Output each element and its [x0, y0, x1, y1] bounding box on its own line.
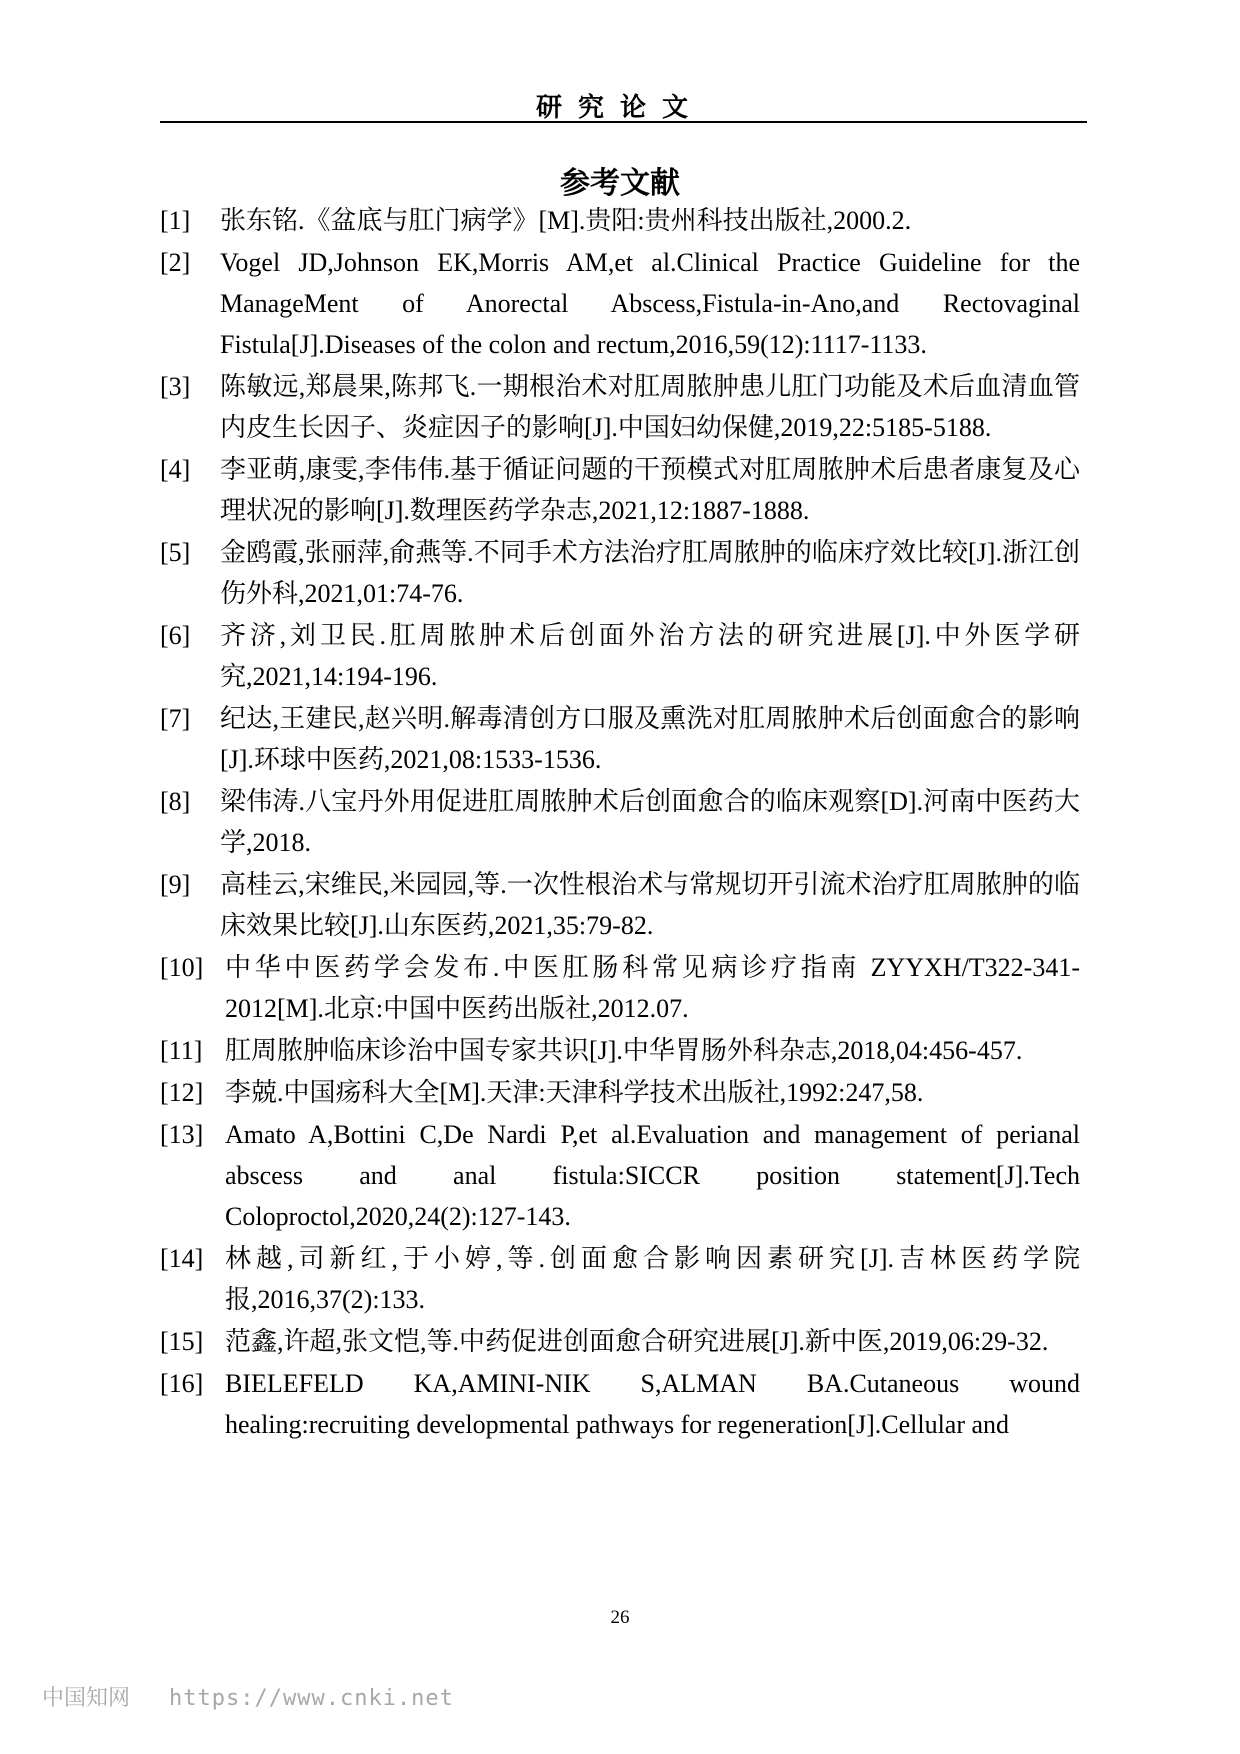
reference-list: [160, 200, 1080, 1446]
reference-number: [11]: [160, 1036, 203, 1065]
reference-number: [8]: [160, 787, 191, 816]
reference-item: [160, 1030, 1080, 1071]
reference-item: [160, 781, 1080, 863]
reference-text: 李兢.中国疡科大全[M].天津:天津科学技术出版社,1992:247,58.: [225, 1078, 924, 1107]
reference-text: 梁伟涛.八宝丹外用促进肛周脓肿术后创面愈合的临床观察[D].河南中医药大学,2018.: [220, 787, 1080, 857]
reference-text: 金鸥霞,张丽萍,俞燕等.不同手术方法治疗肛周脓肿的临床疗效比较[J].浙江创伤外科,2021,01:74-76.: [220, 538, 1080, 608]
reference-text: 纪达,王建民,赵兴明.解毒清创方口服及熏洗对肛周脓肿术后创面愈合的影响[J].环球中医药,2021,08:1533-1536.: [220, 704, 1080, 774]
reference-number: [2]: [160, 248, 191, 277]
reference-number: [4]: [160, 455, 191, 484]
reference-number: [3]: [160, 372, 191, 401]
reference-item: [160, 366, 1080, 448]
reference-number: [6]: [160, 621, 191, 650]
reference-number: [14]: [160, 1244, 204, 1273]
watermark-brand: 中国知网: [42, 1686, 131, 1711]
reference-number: [9]: [160, 870, 191, 899]
reference-item: [160, 242, 1080, 365]
reference-text: 中华中医药学会发布.中医肛肠科常见病诊疗指南 ZYYXH/T322-341-2012[M].北京:中国中医药出版社,2012.07.: [225, 953, 1080, 1023]
reference-text: 肛周脓肿临床诊治中国专家共识[J].中华胃肠外科杂志,2018,04:456-457.: [225, 1036, 1023, 1065]
running-header: 研究论文: [535, 93, 704, 123]
reference-number: [10]: [160, 953, 204, 982]
reference-number: [13]: [160, 1120, 204, 1149]
reference-item: [160, 449, 1080, 531]
reference-number: [5]: [160, 538, 191, 567]
reference-text: 齐济,刘卫民.肛周脓肿术后创面外治方法的研究进展[J].中外医学研究,2021,14:194-196.: [220, 621, 1080, 691]
reference-number: [1]: [160, 206, 191, 235]
reference-text: Vogel JD,Johnson EK,Morris AM,et al.Clinical Practice Guideline for the ManageMent of Anorectal Abscess,Fistula-in-Ano,and Rectovaginal Fistula[J].Diseases of the colon and rectum,2016,59(12):1117-1133.: [220, 248, 1080, 359]
reference-item: [160, 615, 1080, 697]
reference-number: [16]: [160, 1369, 204, 1398]
reference-item: [160, 947, 1080, 1029]
reference-text: 陈敏远,郑晨果,陈邦飞.一期根治术对肛周脓肿患儿肛门功能及术后血清血管内皮生长因子、炎症因子的影响[J].中国妇幼保健,2019,22:5185-5188.: [220, 372, 1080, 442]
reference-item: [160, 200, 1080, 241]
reference-item: [160, 698, 1080, 780]
reference-text: 李亚萌,康雯,李伟伟.基于循证问题的干预模式对肛周脓肿术后患者康复及心理状况的影响[J].数理医药学杂志,2021,12:1887-1888.: [220, 455, 1080, 525]
reference-item: [160, 864, 1080, 946]
reference-item: [160, 1072, 1080, 1113]
reference-item: [160, 1114, 1080, 1237]
reference-text: 高桂云,宋维民,米园园,等.一次性根治术与常规切开引流术治疗肛周脓肿的临床效果比较[J].山东医药,2021,35:79-82.: [220, 870, 1080, 940]
reference-text: 林越,司新红,于小婷,等.创面愈合影响因素研究[J].吉林医药学院报,2016,37(2):133.: [225, 1244, 1080, 1314]
reference-item: [160, 532, 1080, 614]
reference-number: [12]: [160, 1078, 204, 1107]
watermark-url: https://www.cnki.net: [169, 1686, 454, 1711]
reference-item: [160, 1238, 1080, 1320]
reference-number: [7]: [160, 704, 191, 733]
page-number: 26: [610, 1607, 630, 1628]
reference-text: BIELEFELD KA,AMINI-NIK S,ALMAN BA.Cutaneous wound healing:recruiting developmental pathways for regeneration[J].Cellular and: [225, 1369, 1080, 1439]
header-divider: [160, 121, 1087, 123]
cnki-watermark: [42, 1681, 454, 1712]
reference-item: [160, 1321, 1080, 1362]
section-title: 参考文献: [560, 166, 680, 201]
reference-text: 范鑫,许超,张文恺,等.中药促进创面愈合研究进展[J].新中医,2019,06:29-32.: [225, 1327, 1049, 1356]
reference-text: Amato A,Bottini C,De Nardi P,et al.Evaluation and management of perianal abscess and anal fistula:SICCR position statement[J].Tech Coloproctol,2020,24(2):127-143.: [225, 1120, 1080, 1231]
reference-number: [15]: [160, 1327, 204, 1356]
reference-text: 张东铭.《盆底与肛门病学》[M].贵阳:贵州科技出版社,2000.2.: [220, 206, 912, 235]
reference-item: [160, 1363, 1080, 1445]
